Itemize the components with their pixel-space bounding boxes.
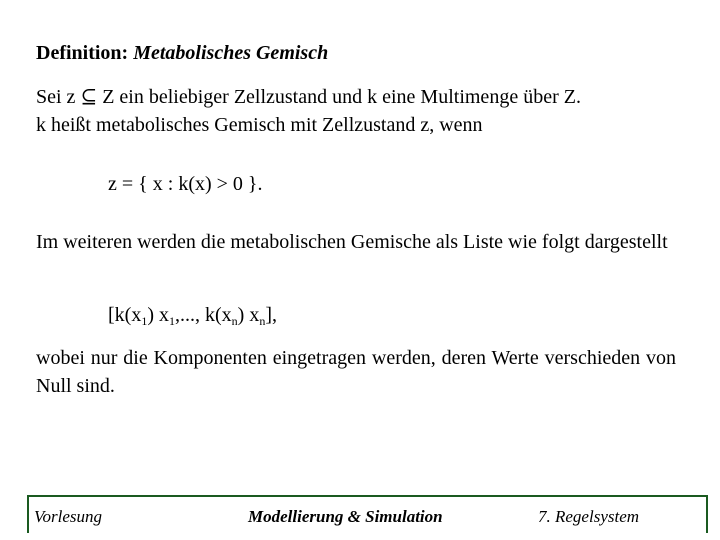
- intro-line-1: [36, 83, 676, 111]
- list-formula-sub: n: [231, 314, 238, 328]
- subset-symbol: ⊆: [80, 86, 98, 108]
- nonzero-paragraph: wobei nur die Komponenten eingetragen werden, deren Werte verschieden von Null sind.: [36, 347, 676, 397]
- footer-lecture: Vorlesung: [34, 507, 102, 526]
- list-formula: [108, 301, 277, 329]
- intro-paragraph: [36, 83, 676, 139]
- footer-course-title: Modellierung & Simulation: [248, 507, 443, 526]
- definition-label: Definition:: [36, 42, 129, 64]
- footer: [0, 495, 720, 540]
- definition-name: Metabolisches Gemisch: [133, 42, 329, 64]
- intro-line-2: k heißt metabolisches Gemisch mit Zellzustand z, wenn: [36, 114, 483, 136]
- list-formula-sub: n: [259, 314, 266, 328]
- list-formula-part: ,..., k(x: [175, 304, 232, 326]
- definition-title: [36, 40, 328, 66]
- intro-line-1-prefix: Sei z: [36, 86, 76, 108]
- footer-chapter: 7. Regelsystem: [538, 507, 640, 526]
- list-paragraph: Im weiteren werden die metabolischen Gemische als Liste wie folgt dargestellt: [36, 231, 668, 253]
- set-formula: z = { x : k(x) > 0 }.: [108, 173, 263, 195]
- list-formula-part: ) x: [237, 304, 260, 326]
- list-formula-sub: 1: [169, 314, 175, 328]
- list-formula-sub: 1: [141, 314, 148, 328]
- intro-line-1-suffix: Z ein beliebiger Zellzustand und k eine Multimenge über Z.: [102, 86, 581, 108]
- list-formula-part: ],: [265, 304, 278, 326]
- list-formula-part: ) x: [147, 304, 169, 326]
- list-formula-part: [k(x: [108, 304, 142, 326]
